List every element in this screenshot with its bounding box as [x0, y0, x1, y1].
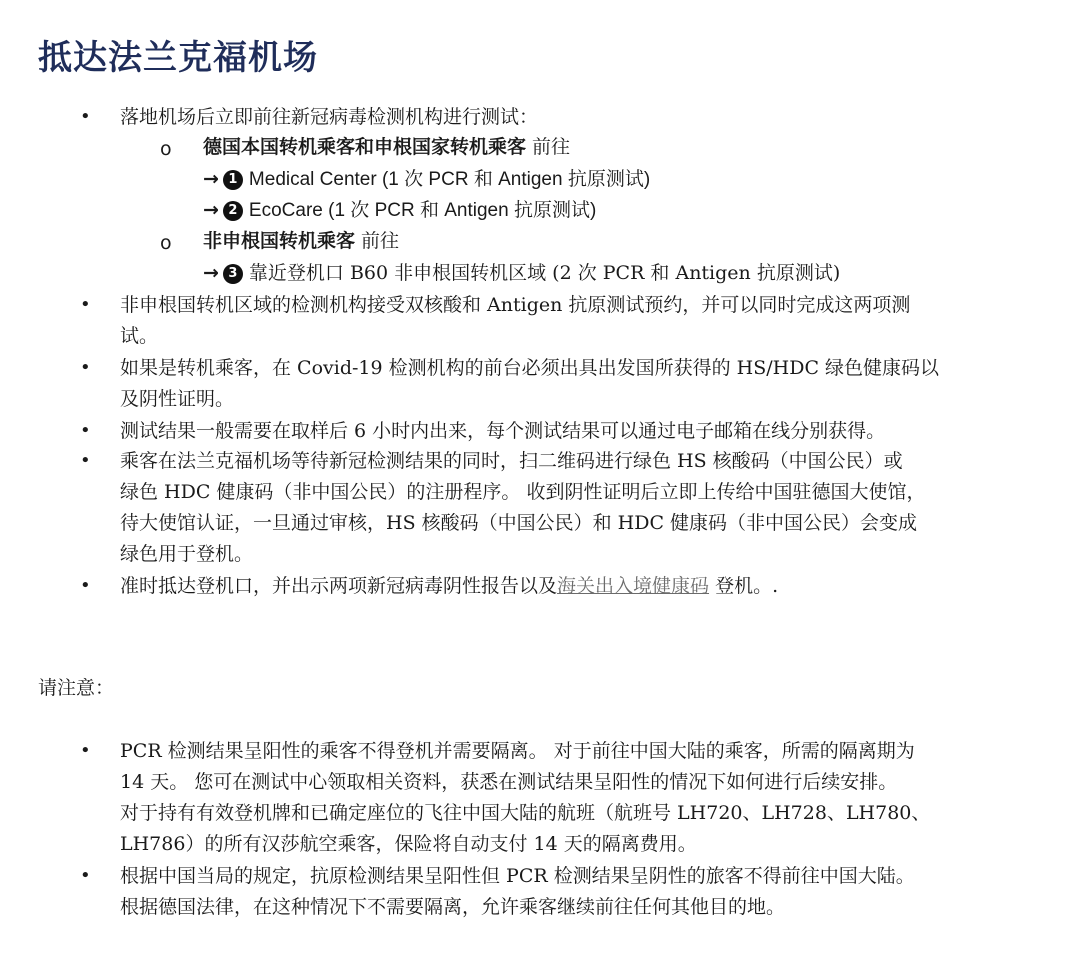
destination-item-1-text: Medical Center (1 次 PCR 和 Antigen 抗原测试) — [248, 169, 651, 190]
bullet-icon: • — [80, 450, 91, 471]
group2-bold: 非申根国转机乘客 — [203, 230, 356, 252]
number-2-icon: 2 — [223, 201, 243, 221]
bullet-2-line-1: 非申根国转机区域的检测机构接受双核酸和 Antigen 抗原测试预约，并可以同时完成这两项测 — [120, 294, 911, 316]
note-1-line-2: 14 天。 您可在测试中心领取相关资料，获悉在测试结果呈阳性的情况下如何进行后续安排。 — [120, 771, 898, 793]
bullet-3-line-1: 如果是转机乘客，在 Covid-19 检测机构的前台必须出具出发国所获得的 HS/HDC 绿色健康码以 — [120, 357, 940, 379]
note-1-line-3: 对于持有有效登机牌和已确定座位的飞往中国大陆的航班（航班号 LH720、LH728、LH780、 — [120, 802, 931, 824]
arrow-icon: → — [203, 262, 219, 284]
bullet-6-line-1 — [120, 571, 778, 601]
bullet-3-line-2: 及阴性证明。 — [120, 388, 235, 410]
note-1-line-4: LH786）的所有汉莎航空乘客，保险将自动支付 14 天的隔离费用。 — [120, 833, 697, 855]
group1-suffix: 前往 — [526, 136, 571, 158]
intro-text: 落地机场后立即前往新冠病毒检测机构进行测试： — [120, 106, 539, 128]
destination-item-1 — [203, 164, 650, 195]
arrow-icon: → — [203, 168, 219, 190]
bullet-5-line-1: 乘客在法兰克福机场等待新冠检测结果的同时，扫二维码进行绿色 HS 核酸码（中国公民）或 — [120, 450, 903, 472]
bullet-2-line-2: 试。 — [120, 325, 159, 347]
bullet-6-suffix: 登机。. — [709, 575, 779, 597]
bullet-icon: • — [80, 740, 91, 761]
bullet-icon: • — [80, 106, 91, 127]
destination-item-2-text: EcoCare (1 次 PCR 和 Antigen 抗原测试) — [248, 200, 597, 221]
sub-bullet-icon: o — [160, 232, 172, 254]
group1-bold: 德国本国转机乘客和申根国家转机乘客 — [203, 136, 527, 158]
number-1-icon: 1 — [223, 170, 243, 190]
bullet-icon: • — [80, 865, 91, 886]
bullet-icon: • — [80, 294, 91, 315]
health-code-link[interactable]: 海关出入境健康码 — [557, 575, 710, 597]
sub-bullet-icon: o — [160, 138, 172, 160]
group2-suffix: 前往 — [355, 230, 400, 252]
bullet-icon: • — [80, 357, 91, 378]
destination-item-2 — [203, 195, 596, 226]
group1-heading — [203, 132, 570, 162]
destination-item-3-text: 靠近登机口 B60 非申根国转机区域 (2 次 PCR 和 Antigen 抗原测试) — [248, 262, 841, 284]
page-title: 抵达法兰克福机场 — [38, 38, 318, 78]
group2-heading — [203, 226, 399, 256]
arrow-icon: → — [203, 199, 219, 221]
note-2-line-2: 根据德国法律，在这种情况下不需要隔离，允许乘客继续前往任何其他目的地。 — [120, 896, 786, 918]
bullet-4-line-1: 测试结果一般需要在取样后 6 小时内出来，每个测试结果可以通过电子邮箱在线分别获得。 — [120, 420, 886, 442]
bullet-5-line-3: 待大使馆认证，一旦通过审核，HS 核酸码（中国公民）和 HDC 健康码（非中国公民）会变成 — [120, 512, 918, 534]
note-2-line-1: 根据中国当局的规定，抗原检测结果呈阳性但 PCR 检测结果呈阴性的旅客不得前往中国大陆。 — [120, 865, 915, 887]
destination-item-3 — [203, 258, 840, 288]
number-3-icon: 3 — [223, 264, 243, 284]
note-1-line-1: PCR 检测结果呈阳性的乘客不得登机并需要隔离。 对于前往中国大陆的乘客，所需的隔离期为 — [120, 740, 915, 762]
bullet-5-line-4: 绿色用于登机。 — [120, 543, 254, 565]
bullet-6-prefix: 准时抵达登机口，并出示两项新冠病毒阴性报告以及 — [120, 575, 558, 597]
notes-label: 请注意： — [38, 677, 115, 699]
bullet-5-line-2: 绿色 HDC 健康码（非中国公民）的注册程序。 收到阴性证明后立即上传给中国驻德国大使馆， — [120, 481, 926, 503]
bullet-icon: • — [80, 575, 91, 596]
bullet-icon: • — [80, 420, 91, 441]
